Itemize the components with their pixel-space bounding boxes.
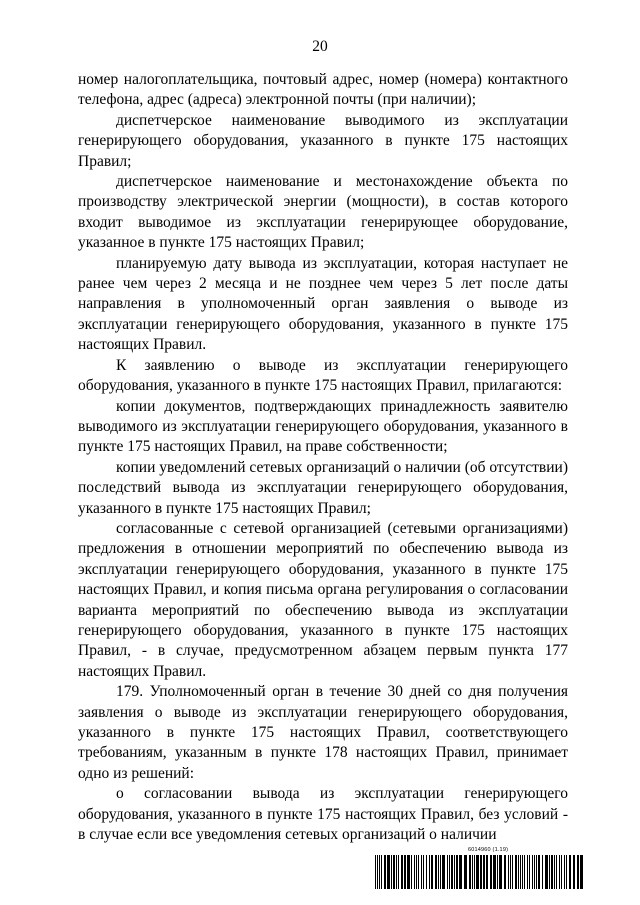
paragraph: К заявлению о выводе из эксплуатации генерирующего оборудования, указанного в пункте 175 настоящих Правил, прилагаются: bbox=[78, 356, 568, 395]
paragraph: о согласовании вывода из эксплуатации генерирующего оборудования, указанного в пункте 175 настоящих Правил, без условий - в случае если все уведомления сетевых организаций о наличии bbox=[78, 785, 568, 844]
paragraph: диспетчерское наименование и местонахождение объекта по производству электрической энергии (мощности), в состав которого входит выводимое из эксплуатации генерирующее оборудование, указанное в пункте 175 настоящих Правил; bbox=[78, 173, 568, 252]
page-number: 20 bbox=[312, 38, 328, 55]
paragraph: диспетчерское наименование выводимого из эксплуатации генерирующего оборудования, указанного в пункте 175 настоящих Правил; bbox=[78, 111, 568, 170]
paragraph: копии документов, подтверждающих принадлежность заявителю выводимого из эксплуатации генерирующего оборудования, указанного в пункте 175 настоящих Правил, на праве собственности; bbox=[78, 397, 568, 456]
document-code: 6014960 (1.19) bbox=[468, 847, 509, 853]
paragraph: согласованные с сетевой организацией (сетевыми организациями) предложения в отношении мероприятий по обеспечению вывода из эксплуатации генерирующего оборудования, указанного в пункте 175 настоящих Правил, и копия письма органа регулирования о согласовании варианта мероприятий по обеспечению вывода из эксплуатации генерирующего оборудования, указанного в пункте 175 настоящих Правил, - в случае, предусмотренном абзацем первым пункта 177 настоящих Правил. bbox=[78, 519, 568, 680]
paragraph: копии уведомлений сетевых организаций о наличии (об отсутствии) последствий вывода из эксплуатации генерирующего оборудования, указанного в пункте 175 настоящих Правил; bbox=[78, 458, 568, 517]
paragraph: планируемую дату вывода из эксплуатации, которая наступает не ранее чем через 2 месяца и не позднее чем через 5 лет после даты направления в уполномоченный орган заявления о выводе из эксплуатации генерирующего оборудования, указанного в пункте 175 настоящих Правил. bbox=[78, 254, 568, 354]
document-body bbox=[78, 70, 568, 845]
paragraph: номер налогоплательщика, почтовый адрес, номер (номера) контактного телефона, адрес (адреса) электронной почты (при наличии); bbox=[78, 71, 568, 109]
barcode-image bbox=[374, 855, 584, 889]
paragraph: 179. Уполномоченный орган в течение 30 дней со дня получения заявления о выводе из эксплуатации генерирующего оборудования, указанного в пункте 175 настоящих Правил, соответствующего требованиям, указанным в пункте 178 настоящих Правил, принимает одно из решений: bbox=[78, 683, 568, 782]
